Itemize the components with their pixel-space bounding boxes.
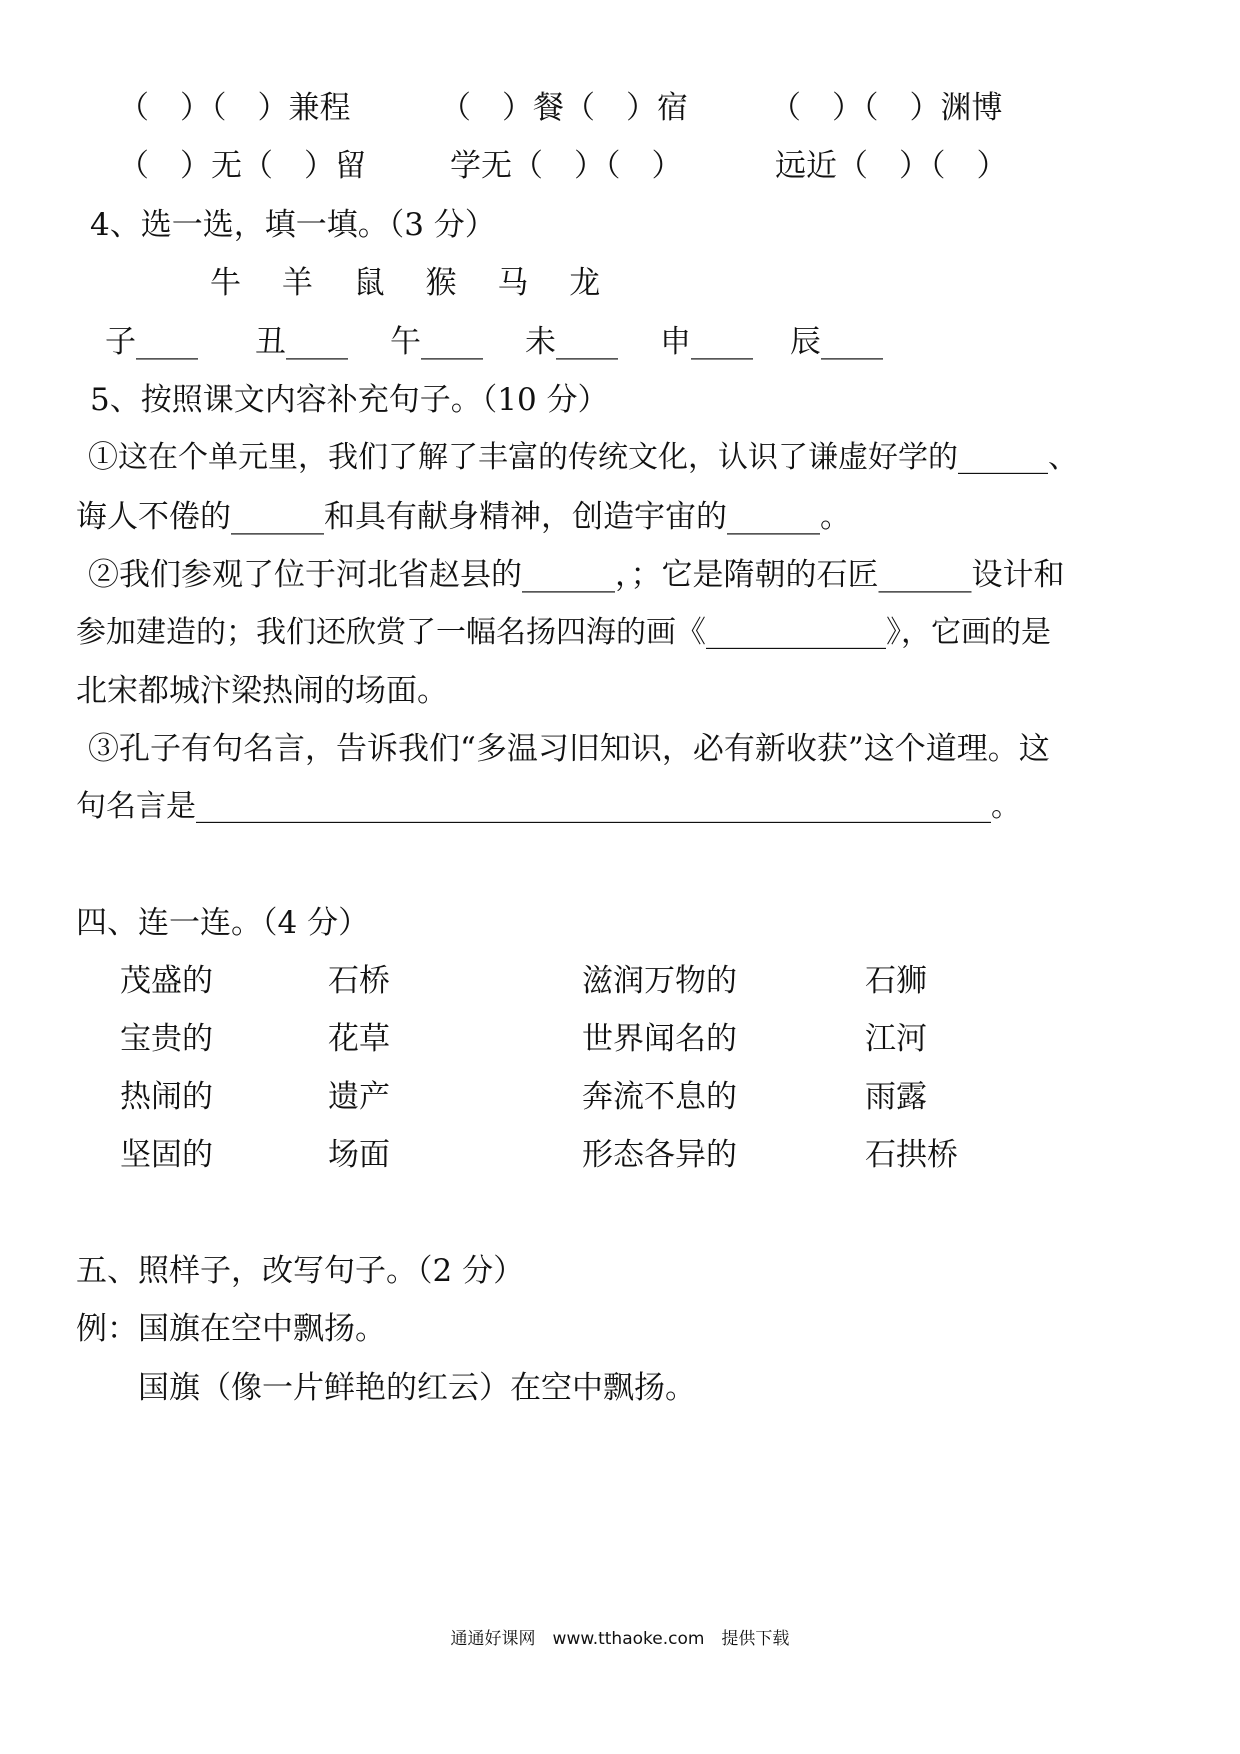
idiom-item: 远近（ ）（ ） [775, 148, 1008, 184]
match-right-item: 雨露 [865, 1079, 927, 1115]
match-left-item: 宝贵的 [120, 1021, 213, 1057]
q4-choices: 牛 羊 鼠 猴 马 龙 [210, 265, 601, 301]
idiom-item: （ ）（ ）渊博 [770, 90, 1003, 126]
match-left-item: 热闹的 [120, 1079, 213, 1115]
q5-heading: 5、按照课文内容补充句子。（10 分） [90, 382, 609, 418]
match-right-item: 石狮 [865, 963, 927, 999]
match-left-item: 奔流不息的 [582, 1079, 737, 1115]
q4-blank: 子____ [105, 324, 198, 360]
example-rewrite: 国旗（像一片鲜艳的红云）在空中飘扬。 [138, 1370, 696, 1406]
match-right-item: 石拱桥 [865, 1137, 958, 1173]
q5-line: 句名言是_____________________________________________________。 [76, 789, 1021, 824]
q4-blank: 辰____ [790, 324, 883, 360]
q4-blank: 未____ [525, 324, 618, 360]
q5-line: 诲人不倦的______和具有献身精神，创造宇宙的______。 [76, 499, 851, 535]
q4-blank: 丑____ [255, 324, 348, 360]
match-left-item: 世界闻名的 [582, 1021, 737, 1057]
q5-line: ②我们参观了位于河北省赵县的______，；它是隋朝的石匠______设计和 [88, 557, 1065, 593]
match-right-item: 场面 [328, 1137, 390, 1173]
q5-line: 参加建造的；我们还欣赏了一幅名扬四海的画《____________》，它画的是 [76, 615, 1051, 650]
section5-heading: 五、照样子，改写句子。（2 分） [76, 1253, 525, 1289]
section4-heading: 四、连一连。（4 分） [76, 905, 370, 941]
match-right-item: 石桥 [328, 963, 390, 999]
idiom-item: （ ）餐（ ）宿 [440, 90, 688, 126]
q4-blank: 午____ [390, 324, 483, 360]
match-left-item: 茂盛的 [120, 963, 213, 999]
example-sentence: 例：国旗在空中飘扬。 [76, 1311, 386, 1347]
match-left-item: 形态各异的 [582, 1137, 737, 1173]
q5-line: ③孔子有句名言，告诉我们“多温习旧知识，必有新收获”这个道理。这 [88, 731, 1050, 767]
match-left-item: 滋润万物的 [582, 963, 737, 999]
match-right-item: 遗产 [328, 1079, 390, 1115]
match-left-item: 坚固的 [120, 1137, 213, 1173]
idiom-item: 学无（ ）（ ） [450, 148, 683, 184]
match-right-item: 花草 [328, 1021, 390, 1057]
match-right-item: 江河 [865, 1021, 927, 1057]
q5-line: ①这在个单元里，我们了解了丰富的传统文化，认识了谦虚好学的______、 [88, 440, 1078, 475]
q4-heading: 4、选一选，填一填。（3 分） [90, 207, 496, 243]
idiom-item: （ ）（ ）兼程 [118, 90, 351, 126]
footer-text: 通通好课网 www.tthaoke.com 提供下载 [450, 1629, 790, 1649]
idiom-item: （ ）无（ ）留 [118, 148, 366, 184]
q5-line: 北宋都城汴梁热闹的场面。 [76, 673, 448, 709]
q4-blank: 申____ [660, 324, 753, 360]
